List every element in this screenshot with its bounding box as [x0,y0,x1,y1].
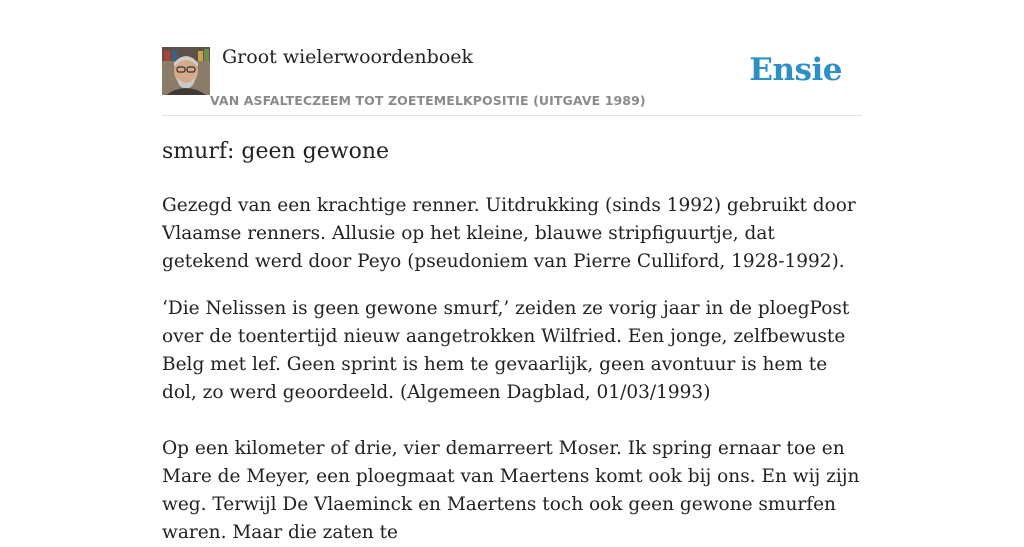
entry-definition: Gezegd van een krachtige renner. Uitdrukking (sinds 1992) gebruikt door Vlaamse renners. Allusie op het kleine, blauwe stripfiguurtje, dat getekend werd door Peyo (pseudoniem van Pierre Culliford, 1928-1992). [162,195,856,272]
book-subtitle: VAN ASFALTECZEEM TOT ZOETEMELKPOSITIE (UITGAVE 1989) [210,93,646,108]
entry-content [162,192,866,547]
author-avatar[interactable] [162,47,210,95]
entry-quote: ‘Die Nelissen is geen gewone smurf,’ zeiden ze vorig jaar in de ploegPost over de toentertijd nieuw aangetrokken Wilfried. Een jonge, zelfbewuste Belg met lef. Geen sprint is hem te gevaarlijk, geen avontuur is hem te dol, zo werd geoordeeld. (Algemeen Dagblad, 01/03/1993) [162,298,850,403]
entry-quote: Op een kilometer of drie, vier demarreert Moser. Ik spring ernaar toe en Mare de Meyer, een ploegmaat van Maertens komt ook bij ons. En wij zijn weg. Terwijl De Vlaeminck en Maertens toch ook geen gewone smurfen waren. Maar die zaten te [162,438,860,543]
site-header [162,0,862,116]
avatar-image [162,47,210,95]
main-container [162,0,862,543]
book-title[interactable]: Groot wielerwoordenboek [222,46,474,68]
quote-separator [162,407,866,435]
entry-title: smurf: geen gewone [162,139,390,164]
brand-logo-link[interactable]: Ensie [749,52,842,88]
